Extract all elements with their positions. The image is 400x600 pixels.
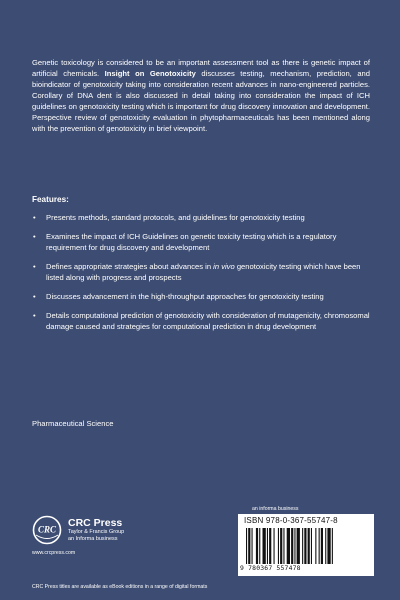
feature-item	[32, 212, 372, 223]
barcode-bar	[319, 528, 320, 564]
publisher-group: Taylor & Francis Group	[68, 529, 125, 535]
feature-item	[32, 310, 372, 332]
barcode-bar	[327, 528, 330, 564]
barcode-bar	[274, 528, 275, 564]
publisher-url: www.crcpress.com	[32, 550, 76, 556]
barcode-digits: 9 780367 557478	[240, 564, 301, 572]
barcode-bar	[294, 528, 295, 564]
feature-text: Presents methods, standard protocols, and guidelines for genotoxicity testing	[46, 213, 305, 222]
informa-tag: an informa business	[252, 506, 299, 512]
barcode-bar	[246, 528, 247, 564]
barcode-bar	[259, 528, 260, 564]
barcode-bar	[302, 528, 303, 564]
publisher-name: CRC Press	[68, 517, 123, 529]
bullet-icon: •	[33, 213, 36, 222]
barcode-bar	[278, 528, 279, 564]
feature-item	[32, 231, 372, 253]
description-part-2: discusses testing, mechanism, prediction, and bioindicator of genotoxicity taking into consideration recent advances in nano-engineered particles. Corollary of DNA dent is also discussed in detail taking into consideration the impact of ICH guidelines on genotoxicity testing which is important for drug discovery innovation and development. Perspective review of genotoxicity evaluation in phytopharmaceuticals has been mentioned along with the prevention of genotoxicity in brief viewpoint.	[32, 69, 370, 133]
barcode-bar	[311, 528, 312, 564]
feature-text: Examines the impact of ICH Guidelines on genetic toxicity testing which is a regulatory requirement for drug discovery and development	[46, 232, 337, 252]
barcode-bar	[291, 528, 293, 564]
barcode-bar	[256, 528, 258, 564]
feature-item	[32, 261, 372, 283]
publisher-informa: an Informa business	[68, 536, 118, 542]
barcode-bar	[283, 528, 284, 564]
barcode-bar	[332, 528, 333, 564]
feature-text: Defines appropriate strategies about advances in	[46, 262, 214, 271]
barcode-bar	[280, 528, 282, 564]
barcode-bar	[287, 528, 290, 564]
crc-logo-text: CRC	[37, 524, 57, 535]
feature-item	[32, 291, 372, 302]
barcode-bar	[252, 528, 253, 564]
barcode-bar	[248, 528, 250, 564]
feature-italic-text: in vivo	[213, 262, 235, 271]
description-part-1: Genetic toxicology is considered to be an important assessment tool as there is genetic impact of artificial chemicals.	[32, 58, 370, 78]
book-title-inline: Insight on Genotoxicity	[104, 69, 196, 78]
features-heading: Features:	[32, 195, 69, 204]
barcode-bar	[325, 528, 326, 564]
barcode-box	[238, 514, 374, 576]
crc-logo-icon	[32, 515, 62, 545]
barcode-icon	[246, 528, 366, 564]
features-list	[32, 212, 372, 340]
feature-text-cont: genotoxicity testing which have been listed along with progress and prospects	[46, 262, 361, 282]
feature-text: Discusses advancement in the high-throughput approaches for genotoxicity testing	[46, 292, 324, 301]
subject-category: Pharmaceutical Science	[32, 419, 114, 428]
description-text	[32, 57, 370, 134]
barcode-bar	[263, 528, 266, 564]
barcode-bar	[315, 528, 316, 564]
publisher-name-block	[68, 517, 124, 543]
barcode-bar	[304, 528, 306, 564]
bullet-icon: •	[33, 232, 36, 241]
barcode-bar	[267, 528, 268, 564]
bullet-icon: •	[33, 311, 36, 320]
barcode-bar	[297, 528, 300, 564]
barcode-bar	[269, 528, 271, 564]
isbn-label: ISBN 978-0-367-55747-8	[244, 516, 338, 525]
ebook-footer-note: CRC Press titles are available as eBook editions in a range of digital formats	[32, 584, 208, 590]
barcode-bar	[321, 528, 323, 564]
feature-text: Details computational prediction of genotoxicity with consideration of mutagenicity, chromosomal damage caused and strategies for computational prediction in drug development	[46, 311, 370, 331]
bullet-icon: •	[33, 292, 36, 301]
barcode-bar	[308, 528, 310, 564]
bullet-icon: •	[33, 262, 36, 271]
